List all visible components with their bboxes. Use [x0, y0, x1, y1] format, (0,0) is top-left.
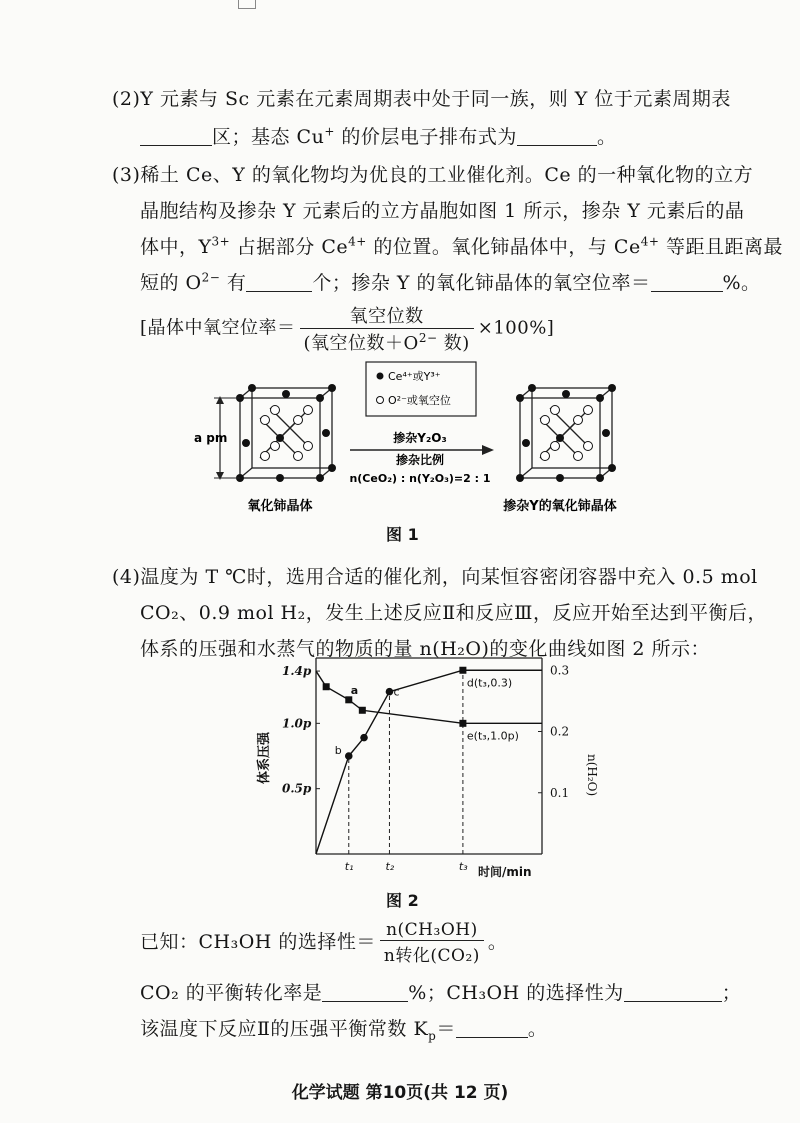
answer-blank-vacancy-rate[interactable] [651, 272, 723, 292]
dimension-label: a pm [194, 431, 228, 445]
pressure-point [359, 707, 366, 714]
ce-dot-icon [377, 373, 384, 380]
figure2-caption: 图 2 [386, 891, 419, 910]
chart-frame [256, 658, 599, 879]
x-tick-label: t₂ [385, 860, 395, 873]
annotation-d: d(t₃,0.3) [466, 676, 513, 690]
answer-blank-conversion[interactable] [322, 982, 408, 1002]
water-point [345, 752, 353, 760]
figure1-caption: 图 1 [386, 525, 419, 544]
q3-line3: 体中，$Y^{3+}$ 占据部分 $Ce^{4+}$ 的位置。氧化铈晶体中，与 $Ce^{4+}$ 等距且距离最 [140, 234, 783, 258]
answer-blank-cu-config[interactable] [517, 126, 597, 146]
left-tick-label: 1.0p [282, 716, 312, 731]
chart-marks [316, 667, 542, 854]
answer-blank-o-count[interactable] [246, 272, 312, 292]
left-tick-label: 0.5p [282, 781, 312, 796]
ceo2-atoms [236, 384, 336, 482]
pressure-point [345, 696, 352, 703]
oxygen-circle-icon [377, 397, 384, 404]
figure2-chart [240, 650, 600, 880]
legend-o-label: O²⁻或氧空位 [388, 394, 451, 407]
x-axis-label: 时间/min [478, 865, 532, 879]
answer-blank-kp[interactable] [456, 1018, 528, 1038]
figure1-crystal-diagram [190, 360, 650, 520]
water-point [360, 734, 368, 742]
right-crystal-label: 掺杂Y的氧化铈晶体 [503, 499, 617, 514]
annotation-c: c [393, 685, 400, 699]
q3-line1: (3)稀土 Ce、Y 的氧化物均为优良的工业催化剂。Ce 的一种氧化物的立方 [112, 164, 754, 186]
annotation-e: e(t₃,1.0p) [466, 729, 519, 743]
x-tick-label: t₁ [344, 860, 354, 873]
doped-atoms [516, 384, 616, 482]
x-tick-label: t₃ [458, 860, 468, 873]
q4-line1: (4)温度为 T ℃时，选用合适的催化剂，向某恒容密闭容器中充入 0.5 mol [112, 566, 758, 588]
right-tick-label: 0.2 [550, 724, 570, 739]
q4-line3: 体系的压强和水蒸气的物质的量 n(H₂O)的变化曲线如图 2 所示： [140, 638, 711, 660]
q2-line1: (2)Y 元素与 Sc 元素在元素周期表中处于同一族，则 Y 位于元素周期表 [112, 88, 731, 110]
arrow-label-ratio-title: 掺杂比例 [395, 453, 445, 467]
answer-blank-block[interactable] [140, 126, 212, 146]
annotation-b: b [334, 744, 342, 757]
left-crystal-label: 氧化铈晶体 [247, 499, 313, 514]
y-axis-label-right: n(H₂O) [585, 754, 599, 797]
vacancy-formula: [晶体中氧空位率＝ $\frac{\text{氧空位数}}{(氧空位数+O^{2-} 数)}$ ×100%] [140, 302, 554, 355]
q2-line2: 区；基态 Cu+ 的价层电子排布式为 。 [140, 122, 616, 149]
selectivity-definition: 已知：CH₃OH 的选择性＝ $\frac{\text{n(CH₃OH)}}{\text{n转化(CO₂)}}$ 。 [140, 920, 508, 966]
arrow-label-dopant: 掺杂Y₂O₃ [393, 431, 447, 445]
answer-line1: CO₂ 的平衡转化率是 %；CH₃OH 的选择性为 ； [140, 982, 742, 1004]
answer-line2: 该温度下反应Ⅱ的压强平衡常数 $K_p=$ 。 [140, 1018, 548, 1043]
pressure-point [459, 720, 466, 727]
q4-line2: CO₂、0.9 mol H₂，发生上述反应Ⅱ和反应Ⅲ，反应开始至达到平衡后， [140, 602, 767, 624]
q3-line4: 短的 $O^{2-}$ 有 个；掺杂 Y 的氧化铈晶体的氧空位率＝ %。 [140, 270, 761, 294]
arrow-label-ratio: n(CeO₂) : n(Y₂O₃)=2 : 1 [349, 472, 491, 485]
legend-ce-label: Ce⁴⁺或Y³⁺ [388, 370, 441, 383]
pressure-point [323, 683, 330, 690]
right-tick-label: 0.1 [550, 785, 570, 800]
scan-mark [238, 0, 256, 9]
q3-line2: 晶胞结构及掺杂 Y 元素后的立方晶胞如图 1 所示，掺杂 Y 元素后的晶 [140, 200, 745, 222]
page-footer: 化学试题 第10页(共 12 页) [291, 1083, 509, 1103]
water-point [386, 688, 394, 696]
answer-blank-selectivity[interactable] [624, 982, 722, 1002]
left-tick-label: 1.4p [282, 664, 312, 679]
y-axis-label-left: 体系压强 [257, 731, 272, 784]
water-point [459, 667, 466, 674]
annotation-a: a [350, 683, 359, 697]
right-tick-label: 0.3 [550, 663, 570, 678]
